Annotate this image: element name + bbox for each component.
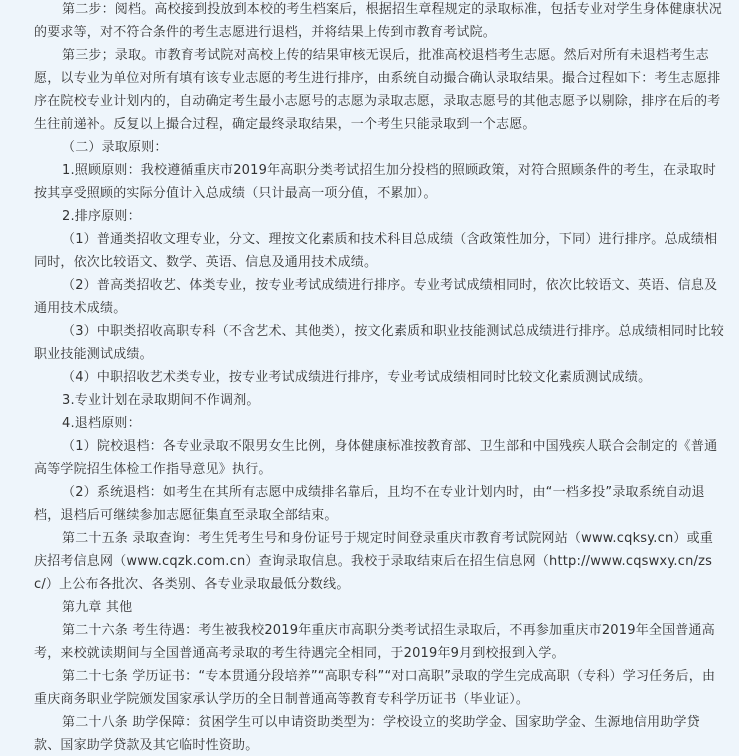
paragraph-article-28: 第二十八条 助学保障：贫困学生可以申请资助类型为：学校设立的奖助学金、国家助学金、生源地信用助学贷款、国家助学贷款及其它临时性资助。 bbox=[34, 715, 700, 753]
heading-admission-principles: （二）录取原则： bbox=[62, 140, 168, 155]
paragraph-step-2-review: 第二步：阅档。高校接到投放到本校的考生档案后，根据招生章程规定的录取标准，包括专业对学生身体健康状况的要求等，对不符合条件的考生志愿进行退档，并将结果上传到市教育考试院。 bbox=[34, 2, 723, 40]
heading-ranking-principle: 2.排序原则： bbox=[62, 209, 141, 224]
paragraph-ranking-3: （3）中职类招收高职专科（不含艺术、其他类），按文化素质和职业技能测试总成绩进行排序。总成绩相同时比较职业技能测试成绩。 bbox=[34, 324, 724, 362]
paragraph-ranking-1: （1）普通类招收文理专业，分文、理按文化素质和技术科目总成绩（含政策性加分，下同）进行排序。总成绩相同时，依次比较语文、数学、英语、信息及通用技术成绩。 bbox=[34, 232, 718, 270]
paragraph-college-withdrawal: （1）院校退档：各专业录取不限男女生比例，身体健康标准按教育部、卫生部和中国残疾人联合会制定的《普通高等学院招生体检工作指导意见》执行。 bbox=[34, 439, 718, 477]
paragraph-ranking-4: （4）中职招收艺术类专业，按专业考试成绩进行排序，专业考试成绩相同时比较文化素质测试成绩。 bbox=[62, 370, 652, 385]
heading-chapter-9: 第九章 其他 bbox=[62, 600, 133, 615]
paragraph-article-26: 第二十六条 考生待遇：考生被我校2019年重庆市高职分类考试招生录取后，不再参加重庆市2019年全国普通高考，来校就读期间与全国普通高考录取的考生待遇完全相同，于2019年9月到校报到入学。 bbox=[34, 623, 715, 661]
paragraph-step-3-admission: 第三步；录取。市教育考试院对高校上传的结果审核无误后，批准高校退档考生志愿。然后对所有未退档考生志愿，以专业为单位对所有填有该专业志愿的考生进行排序，由系统自动撮合确认录取结果。撮合过程如下：考生志愿排序在院校专业计划内的，自动确定考生最小志愿号的志愿为录取志愿，录取志愿号的其他志愿予以剔除，排序在后的考生往前递补。反复以上撮合过程，确定最终录取结果，一个考生只能录取到一个志愿。 bbox=[34, 48, 721, 132]
paragraph-no-transfer: 3.专业计划在录取期间不作调剂。 bbox=[62, 393, 260, 408]
paragraph-article-27: 第二十七条 学历证书：“专本贯通分段培养”“高职专科”“对口高职”录取的学生完成高职（专科）学习任务后，由重庆商务职业学院颁发国家承认学历的全日制普通高等教育专科学历证书（毕业证）。 bbox=[34, 669, 716, 707]
paragraph-system-withdrawal: （2）系统退档：如考生在其所有志愿中成绩排名靠后，且均不在专业计划内时，由“一档多投”录取系统自动退档，退档后可继续参加志愿征集直至录取全部结束。 bbox=[34, 485, 705, 523]
paragraph-care-principle: 1.照顾原则：我校遵循重庆市2019年高职分类考试招生加分投档的照顾政策，对符合照顾条件的考生，在录取时按其享受照顾的实际分值计入总成绩（只计最高一项分值，不累加）。 bbox=[34, 163, 716, 201]
heading-withdrawal-principle: 4.退档原则： bbox=[62, 416, 141, 431]
paragraph-ranking-2: （2）普高类招收艺、体类专业，按专业考试成绩进行排序。专业考试成绩相同时，依次比较语文、英语、信息及通用技术成绩。 bbox=[34, 278, 718, 316]
paragraph-article-25: 第二十五条 录取查询：考生凭考生号和身份证号于规定时间登录重庆市教育考试院网站（www.cqksy.cn）或重庆招考信息网（www.cqzk.com.cn）查询录取信息。我校于录取结束后在招生信息网（http://www.cqswxy.cn/zsc/）上公布各批次、各类别、各专业录取最低分数线。 bbox=[34, 531, 714, 592]
